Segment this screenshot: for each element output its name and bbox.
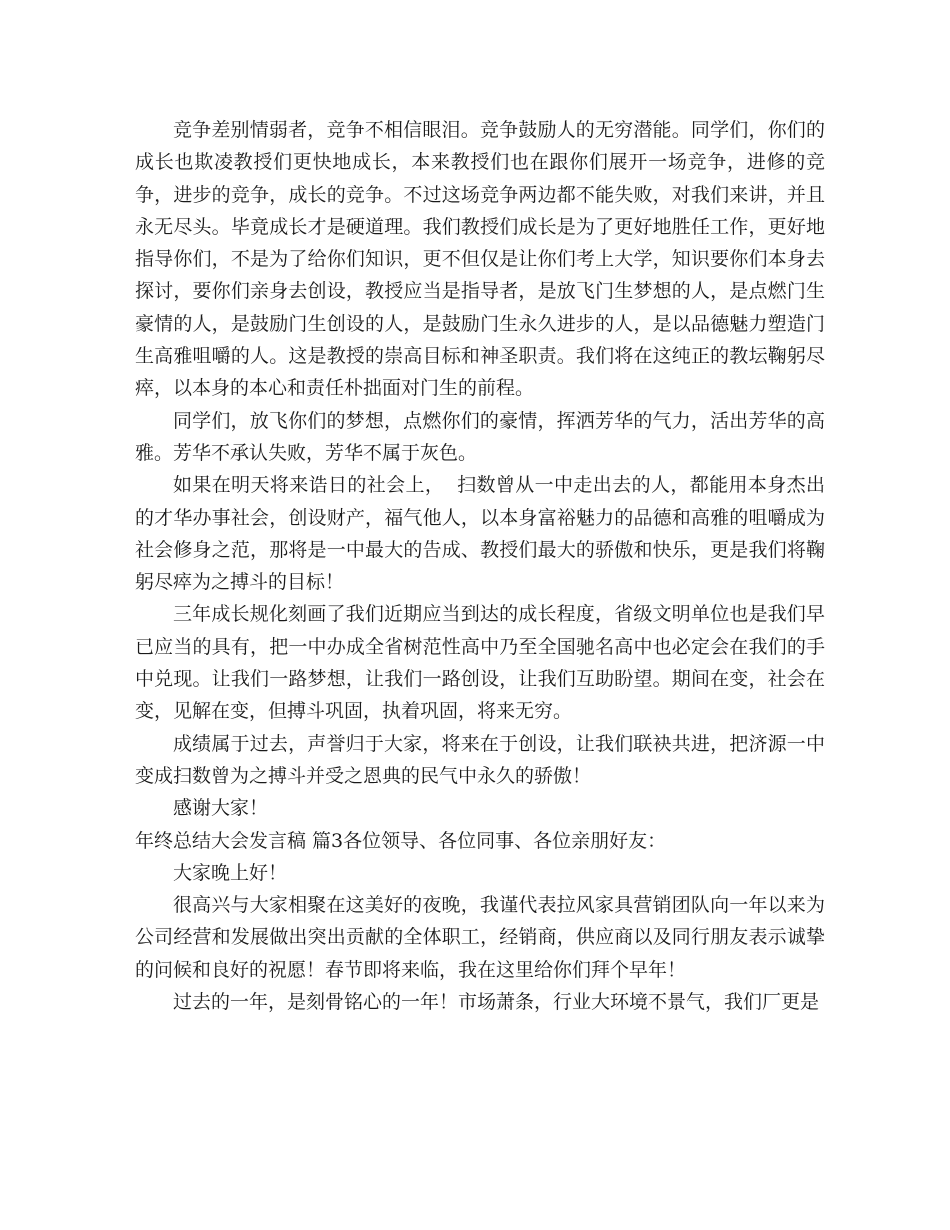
paragraph-achievements: 成绩属于过去，声誉归于大家，将来在于创设，让我们联袂共进，把济源一中变成扫数曾为之搏斗并受之恩典的民气中永久的骄傲！	[135, 732, 825, 787]
paragraph-three-year-plan: 三年成长规化刻画了我们近期应当到达的成长程度，省级文明单位也是我们早已应当的具有，把一中办成全省树范性高中乃至全国驰名高中也必定会在我们的手中兑现。让我们一路梦想，让我们一路创设，让我们互助盼望。期间在变，社会在变，见解在变，但搏斗巩固，执着巩固，将来无穷。	[135, 603, 825, 723]
paragraph-thanks: 感谢大家！	[173, 797, 269, 820]
document-body	[135, 114, 825, 1018]
section-heading-speech-3: 年终总结大会发言稿 篇3各位领导、各位同事、各位亲朋好友：	[135, 829, 667, 852]
paragraph-greeting: 大家晚上好！	[173, 861, 288, 884]
paragraph-welcome: 很高兴与大家相聚在这美好的夜晚，我谨代表拉风家具营销团队向一年以来为公司经营和发展做出突出贡献的全体职工，经销商，供应商以及同行朋友表示诚挚的问候和良好的祝愿！春节即将来临，我在这里给你们拜个早年！	[135, 894, 825, 981]
paragraph-dreams: 同学们，放飞你们的梦想，点燃你们的豪情，挥洒芳华的气力，活出芳华的高雅。芳华不承认失败，芳华不属于灰色。	[135, 409, 825, 464]
paragraph-past-year: 过去的一年，是刻骨铭心的一年！市场萧条，行业大环境不景气，我们厂更是	[173, 991, 820, 1014]
paragraph-competition: 竞争差别情弱者，竞争不相信眼泪。竞争鼓励人的无穷潜能。同学们，你们的成长也欺凌教授们更快地成长，本来教授们也在跟你们展开一场竞争，进修的竞争，进步的竞争，成长的竞争。不过这场竞争两边都不能失败，对我们来讲，并且永无尽头。毕竟成长才是硬道理。我们教授们成长是为了更好地胜任工作，更好地指导你们，不是为了给你们知识，更不但仅是让你们考上大学，知识要你们本身去探讨，要你们亲身去创设，教授应当是指导者，是放飞门生梦想的人，是点燃门生豪情的人，是鼓励门生创设的人，是鼓励门生永久进步的人，是以品德魅力塑造门生高雅咀嚼的人。这是教授的崇高目标和神圣职责。我们将在这纯正的教坛鞠躬尽瘁，以本身的本心和责任朴拙面对门生的前程。	[135, 119, 825, 400]
paragraph-future-society: 如果在明天将来诰日的社会上， 扫数曾从一中走出去的人，都能用本身杰出的才华办事社会，创设财产，福气他人，以本身富裕魅力的品德和高雅的咀嚼成为社会修身之范，那将是一中最大的告成、教授们最大的骄傲和快乐，更是我们将鞠躬尽瘁为之搏斗的目标！	[135, 474, 825, 594]
